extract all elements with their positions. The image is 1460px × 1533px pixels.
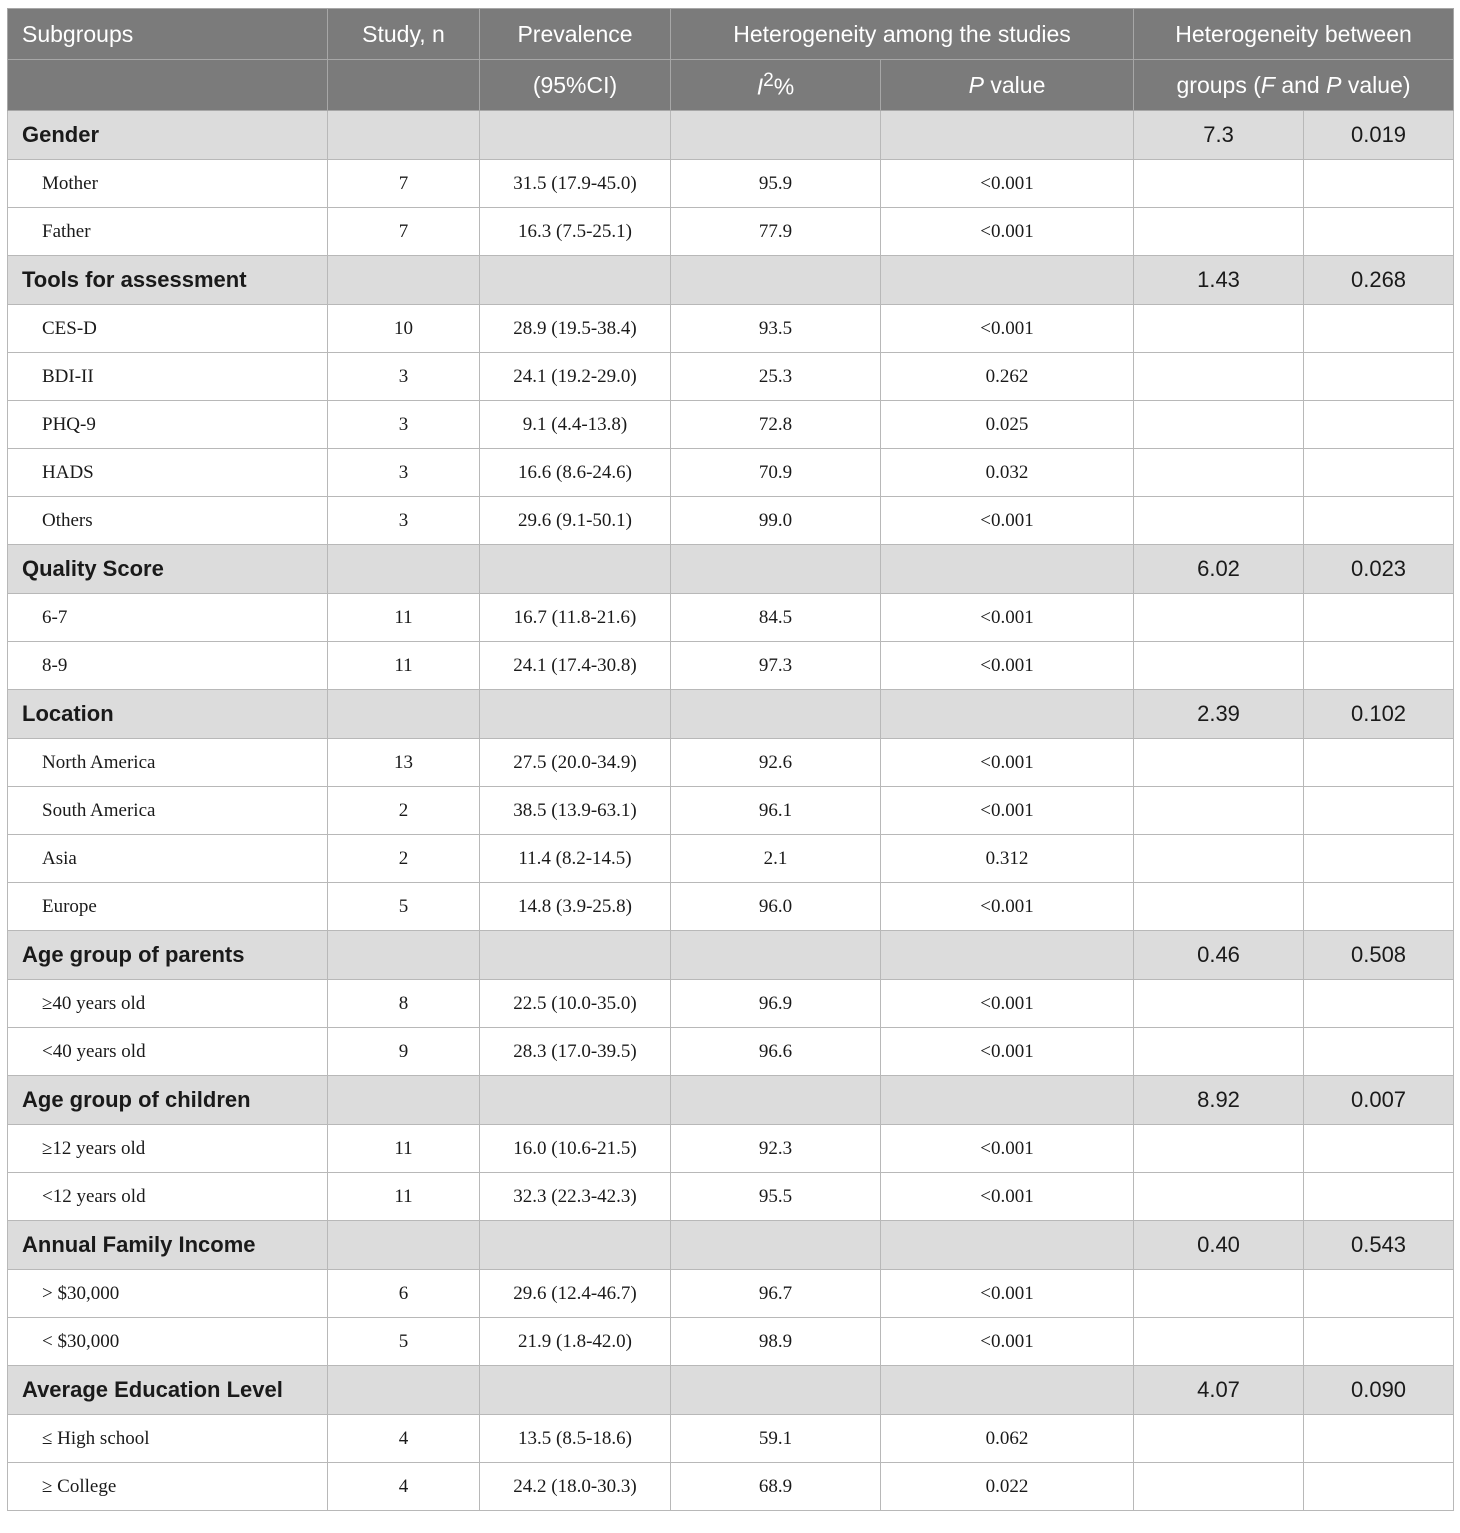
row-prevalence: 24.1 (19.2-29.0) (480, 353, 671, 401)
row-study-n: 5 (328, 1318, 480, 1366)
row-i2: 97.3 (671, 642, 881, 690)
row-i2: 96.1 (671, 787, 881, 835)
group-row (8, 931, 1454, 980)
between-pre: groups ( (1176, 71, 1261, 98)
row-empty-cell (1304, 401, 1454, 449)
row-study-n: 11 (328, 594, 480, 642)
group-row (8, 1221, 1454, 1270)
row-empty-cell (1304, 1028, 1454, 1076)
row-i2: 77.9 (671, 208, 881, 256)
table-row (8, 1028, 1454, 1076)
i2-letter: I (756, 73, 764, 100)
table-row (8, 1415, 1454, 1463)
table-row (8, 1463, 1454, 1511)
row-prevalence: 16.6 (8.6-24.6) (480, 449, 671, 497)
row-subgroup-name: HADS (8, 449, 328, 497)
row-prevalence: 24.1 (17.4-30.8) (480, 642, 671, 690)
table-row (8, 642, 1454, 690)
group-empty-cell (671, 1366, 881, 1415)
header-empty-cell (328, 60, 480, 111)
row-subgroup-name: South America (8, 787, 328, 835)
group-empty-cell (671, 1076, 881, 1125)
row-i2: 96.9 (671, 980, 881, 1028)
row-subgroup-name: North America (8, 739, 328, 787)
group-empty-cell (881, 545, 1134, 594)
group-row (8, 256, 1454, 305)
row-empty-cell (1134, 883, 1304, 931)
header-ci: (95%CI) (480, 60, 671, 111)
row-i2: 68.9 (671, 1463, 881, 1511)
row-empty-cell (1134, 449, 1304, 497)
row-empty-cell (1134, 353, 1304, 401)
row-subgroup-name: ≥40 years old (8, 980, 328, 1028)
group-empty-cell (480, 1221, 671, 1270)
table-row (8, 1125, 1454, 1173)
row-empty-cell (1134, 787, 1304, 835)
row-i2: 96.6 (671, 1028, 881, 1076)
i2-superscript: 2 (763, 69, 774, 91)
row-p-value: 0.062 (881, 1415, 1134, 1463)
row-study-n: 7 (328, 160, 480, 208)
table-row (8, 208, 1454, 256)
table-row (8, 401, 1454, 449)
row-subgroup-name: Others (8, 497, 328, 545)
row-empty-cell (1304, 160, 1454, 208)
group-f-value: 0.46 (1134, 931, 1304, 980)
row-empty-cell (1134, 305, 1304, 353)
header-row-2 (8, 60, 1454, 111)
row-study-n: 2 (328, 787, 480, 835)
table-row (8, 160, 1454, 208)
row-p-value: 0.032 (881, 449, 1134, 497)
row-p-value: 0.022 (881, 1463, 1134, 1511)
group-empty-cell (480, 545, 671, 594)
row-study-n: 11 (328, 642, 480, 690)
group-empty-cell (328, 256, 480, 305)
group-empty-cell (881, 1076, 1134, 1125)
group-p-value: 0.102 (1304, 690, 1454, 739)
row-empty-cell (1304, 305, 1454, 353)
row-study-n: 3 (328, 449, 480, 497)
row-p-value: <0.001 (881, 1318, 1134, 1366)
group-f-value: 2.39 (1134, 690, 1304, 739)
row-p-value: <0.001 (881, 208, 1134, 256)
group-empty-cell (881, 1221, 1134, 1270)
row-study-n: 7 (328, 208, 480, 256)
row-empty-cell (1134, 594, 1304, 642)
between-p-letter: P (1326, 71, 1342, 98)
row-i2: 93.5 (671, 305, 881, 353)
header-p-value (881, 60, 1134, 111)
row-subgroup-name: 6-7 (8, 594, 328, 642)
header-heterogeneity-among: Heterogeneity among the studies (671, 9, 1134, 60)
between-and: and (1274, 71, 1327, 98)
row-p-value: <0.001 (881, 305, 1134, 353)
group-empty-cell (328, 1366, 480, 1415)
row-study-n: 8 (328, 980, 480, 1028)
table-row (8, 1270, 1454, 1318)
row-empty-cell (1304, 642, 1454, 690)
row-empty-cell (1304, 835, 1454, 883)
table-row (8, 1173, 1454, 1221)
row-i2: 98.9 (671, 1318, 881, 1366)
table-row (8, 883, 1454, 931)
row-p-value: <0.001 (881, 883, 1134, 931)
group-empty-cell (328, 545, 480, 594)
row-prevalence: 16.3 (7.5-25.1) (480, 208, 671, 256)
row-study-n: 3 (328, 353, 480, 401)
row-empty-cell (1304, 1415, 1454, 1463)
row-prevalence: 21.9 (1.8-42.0) (480, 1318, 671, 1366)
group-name: Age group of children (8, 1076, 328, 1125)
row-subgroup-name: > $30,000 (8, 1270, 328, 1318)
row-p-value: <0.001 (881, 594, 1134, 642)
row-study-n: 11 (328, 1173, 480, 1221)
row-study-n: 3 (328, 401, 480, 449)
table-row (8, 497, 1454, 545)
between-post: value) (1341, 71, 1411, 98)
group-empty-cell (881, 690, 1134, 739)
p-value-word: value (983, 71, 1046, 98)
group-empty-cell (480, 931, 671, 980)
group-p-value: 0.090 (1304, 1366, 1454, 1415)
row-empty-cell (1134, 208, 1304, 256)
group-name: Location (8, 690, 328, 739)
group-empty-cell (328, 1221, 480, 1270)
row-study-n: 4 (328, 1415, 480, 1463)
row-empty-cell (1134, 1463, 1304, 1511)
group-p-value: 0.508 (1304, 931, 1454, 980)
between-f-letter: F (1260, 71, 1275, 98)
row-p-value: <0.001 (881, 497, 1134, 545)
group-name: Gender (8, 111, 328, 160)
row-p-value: <0.001 (881, 160, 1134, 208)
row-empty-cell (1134, 1270, 1304, 1318)
row-subgroup-name: CES-D (8, 305, 328, 353)
row-i2: 96.0 (671, 883, 881, 931)
row-subgroup-name: Asia (8, 835, 328, 883)
header-row-1 (8, 9, 1454, 60)
row-empty-cell (1134, 642, 1304, 690)
group-row (8, 1076, 1454, 1125)
row-prevalence: 13.5 (8.5-18.6) (480, 1415, 671, 1463)
row-empty-cell (1134, 1028, 1304, 1076)
row-subgroup-name: ≤ High school (8, 1415, 328, 1463)
row-subgroup-name: Mother (8, 160, 328, 208)
table-row (8, 1318, 1454, 1366)
group-empty-cell (671, 111, 881, 160)
group-f-value: 4.07 (1134, 1366, 1304, 1415)
group-empty-cell (328, 111, 480, 160)
row-empty-cell (1304, 1125, 1454, 1173)
table-row (8, 739, 1454, 787)
row-study-n: 5 (328, 883, 480, 931)
row-subgroup-name: ≥12 years old (8, 1125, 328, 1173)
group-empty-cell (480, 1076, 671, 1125)
group-f-value: 7.3 (1134, 111, 1304, 160)
row-prevalence: 24.2 (18.0-30.3) (480, 1463, 671, 1511)
row-empty-cell (1304, 739, 1454, 787)
row-subgroup-name: Europe (8, 883, 328, 931)
row-i2: 2.1 (671, 835, 881, 883)
row-empty-cell (1134, 160, 1304, 208)
table-body (8, 9, 1454, 1511)
row-subgroup-name: <40 years old (8, 1028, 328, 1076)
row-p-value: <0.001 (881, 1028, 1134, 1076)
row-empty-cell (1304, 980, 1454, 1028)
row-empty-cell (1304, 594, 1454, 642)
row-i2: 72.8 (671, 401, 881, 449)
row-prevalence: 29.6 (12.4-46.7) (480, 1270, 671, 1318)
row-i2: 59.1 (671, 1415, 881, 1463)
row-i2: 99.0 (671, 497, 881, 545)
table-row (8, 835, 1454, 883)
row-p-value: <0.001 (881, 1270, 1134, 1318)
row-i2: 70.9 (671, 449, 881, 497)
row-i2: 95.5 (671, 1173, 881, 1221)
row-study-n: 13 (328, 739, 480, 787)
row-p-value: <0.001 (881, 739, 1134, 787)
row-study-n: 3 (328, 497, 480, 545)
group-row (8, 690, 1454, 739)
row-prevalence: 28.3 (17.0-39.5) (480, 1028, 671, 1076)
row-empty-cell (1304, 208, 1454, 256)
group-empty-cell (671, 931, 881, 980)
row-empty-cell (1134, 1415, 1304, 1463)
header-groups-f-p (1134, 60, 1454, 111)
row-empty-cell (1304, 883, 1454, 931)
group-f-value: 6.02 (1134, 545, 1304, 594)
group-name: Average Education Level (8, 1366, 328, 1415)
row-empty-cell (1304, 1463, 1454, 1511)
row-p-value: <0.001 (881, 642, 1134, 690)
row-i2: 25.3 (671, 353, 881, 401)
group-empty-cell (671, 1221, 881, 1270)
row-subgroup-name: PHQ-9 (8, 401, 328, 449)
table-row (8, 980, 1454, 1028)
row-subgroup-name: Father (8, 208, 328, 256)
group-p-value: 0.268 (1304, 256, 1454, 305)
group-empty-cell (671, 690, 881, 739)
group-row (8, 1366, 1454, 1415)
row-p-value: 0.312 (881, 835, 1134, 883)
group-empty-cell (881, 256, 1134, 305)
row-empty-cell (1134, 1173, 1304, 1221)
row-i2: 92.6 (671, 739, 881, 787)
row-study-n: 11 (328, 1125, 480, 1173)
group-empty-cell (881, 1366, 1134, 1415)
row-study-n: 2 (328, 835, 480, 883)
header-i2 (671, 60, 881, 111)
group-empty-cell (671, 256, 881, 305)
row-i2: 95.9 (671, 160, 881, 208)
row-empty-cell (1134, 401, 1304, 449)
row-prevalence: 14.8 (3.9-25.8) (480, 883, 671, 931)
row-empty-cell (1134, 1125, 1304, 1173)
row-empty-cell (1304, 1173, 1454, 1221)
header-study-n: Study, n (328, 9, 480, 60)
group-f-value: 0.40 (1134, 1221, 1304, 1270)
group-empty-cell (480, 256, 671, 305)
i2-percent: % (773, 73, 795, 100)
row-p-value: <0.001 (881, 1173, 1134, 1221)
row-subgroup-name: BDI-II (8, 353, 328, 401)
row-study-n: 4 (328, 1463, 480, 1511)
group-row (8, 111, 1454, 160)
row-p-value: <0.001 (881, 1125, 1134, 1173)
row-prevalence: 11.4 (8.2-14.5) (480, 835, 671, 883)
row-i2: 84.5 (671, 594, 881, 642)
group-name: Annual Family Income (8, 1221, 328, 1270)
row-subgroup-name: <12 years old (8, 1173, 328, 1221)
group-empty-cell (671, 545, 881, 594)
row-empty-cell (1134, 497, 1304, 545)
row-prevalence: 28.9 (19.5-38.4) (480, 305, 671, 353)
group-empty-cell (328, 931, 480, 980)
group-empty-cell (328, 1076, 480, 1125)
group-f-value: 8.92 (1134, 1076, 1304, 1125)
group-empty-cell (480, 111, 671, 160)
row-empty-cell (1304, 353, 1454, 401)
row-empty-cell (1304, 1318, 1454, 1366)
row-empty-cell (1304, 449, 1454, 497)
row-empty-cell (1134, 739, 1304, 787)
table-row (8, 787, 1454, 835)
row-prevalence: 32.3 (22.3-42.3) (480, 1173, 671, 1221)
header-prevalence: Prevalence (480, 9, 671, 60)
group-name: Quality Score (8, 545, 328, 594)
row-study-n: 10 (328, 305, 480, 353)
row-prevalence: 27.5 (20.0-34.9) (480, 739, 671, 787)
group-name: Age group of parents (8, 931, 328, 980)
row-i2: 96.7 (671, 1270, 881, 1318)
row-p-value: 0.262 (881, 353, 1134, 401)
row-subgroup-name: 8-9 (8, 642, 328, 690)
group-empty-cell (328, 690, 480, 739)
row-subgroup-name: < $30,000 (8, 1318, 328, 1366)
group-f-value: 1.43 (1134, 256, 1304, 305)
row-prevalence: 16.0 (10.6-21.5) (480, 1125, 671, 1173)
group-empty-cell (881, 111, 1134, 160)
row-empty-cell (1304, 1270, 1454, 1318)
row-study-n: 9 (328, 1028, 480, 1076)
table-row (8, 449, 1454, 497)
row-prevalence: 16.7 (11.8-21.6) (480, 594, 671, 642)
subgroup-table (7, 8, 1454, 1511)
row-subgroup-name: ≥ College (8, 1463, 328, 1511)
row-empty-cell (1134, 1318, 1304, 1366)
group-empty-cell (881, 931, 1134, 980)
table-row (8, 594, 1454, 642)
group-empty-cell (480, 1366, 671, 1415)
group-empty-cell (480, 690, 671, 739)
row-p-value: <0.001 (881, 787, 1134, 835)
group-p-value: 0.543 (1304, 1221, 1454, 1270)
row-i2: 92.3 (671, 1125, 881, 1173)
p-letter: P (968, 71, 984, 98)
row-empty-cell (1134, 835, 1304, 883)
row-empty-cell (1304, 787, 1454, 835)
row-empty-cell (1134, 980, 1304, 1028)
row-p-value: 0.025 (881, 401, 1134, 449)
row-study-n: 6 (328, 1270, 480, 1318)
row-prevalence: 29.6 (9.1-50.1) (480, 497, 671, 545)
table-row (8, 353, 1454, 401)
row-p-value: <0.001 (881, 980, 1134, 1028)
group-p-value: 0.023 (1304, 545, 1454, 594)
group-p-value: 0.007 (1304, 1076, 1454, 1125)
row-prevalence: 31.5 (17.9-45.0) (480, 160, 671, 208)
group-row (8, 545, 1454, 594)
header-subgroups: Subgroups (8, 9, 328, 60)
header-heterogeneity-between: Heterogeneity between (1134, 9, 1454, 60)
header-empty-cell (8, 60, 328, 111)
table-row (8, 305, 1454, 353)
group-p-value: 0.019 (1304, 111, 1454, 160)
row-prevalence: 22.5 (10.0-35.0) (480, 980, 671, 1028)
row-prevalence: 9.1 (4.4-13.8) (480, 401, 671, 449)
row-empty-cell (1304, 497, 1454, 545)
group-name: Tools for assessment (8, 256, 328, 305)
row-prevalence: 38.5 (13.9-63.1) (480, 787, 671, 835)
